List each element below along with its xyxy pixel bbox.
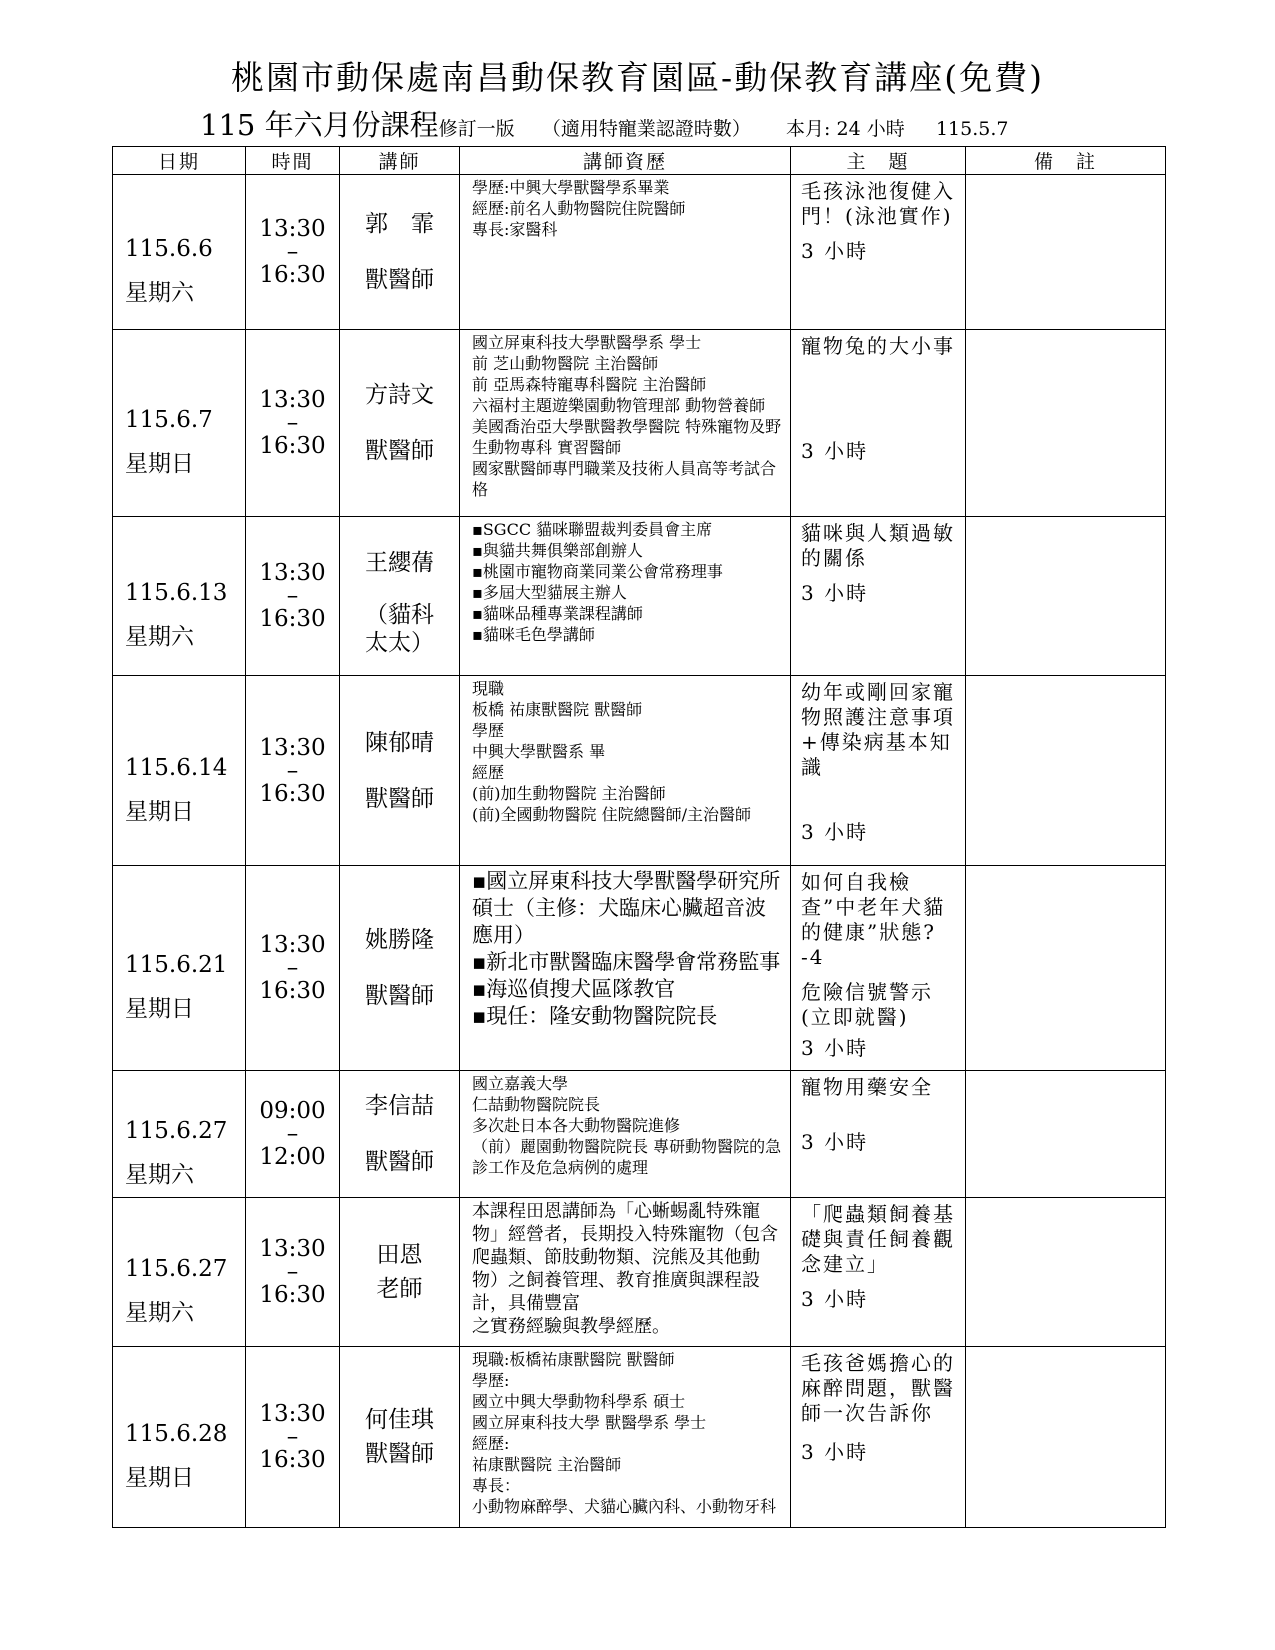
- topic-cell: [791, 866, 966, 1071]
- bio-line: 國家獸醫師專門職業及技術人員高等考試合格: [472, 459, 777, 499]
- time-start: 09:00: [259, 1098, 326, 1124]
- subtitle-line: [200, 107, 1008, 147]
- teacher-title: 獸醫師: [365, 438, 434, 464]
- teacher-name: 郭 霏: [365, 211, 434, 237]
- time-cell: [246, 330, 340, 517]
- course-hours: 3 小時: [801, 1440, 869, 1464]
- table-row: [113, 517, 1166, 676]
- time-cell: [246, 175, 340, 330]
- bio-line: 仁喆動物醫院院長: [472, 1095, 601, 1114]
- teacher-name: 王纓蒨: [365, 550, 434, 576]
- table-row: [113, 175, 1166, 330]
- course-hours: 3 小時: [801, 581, 869, 605]
- time-start: 13:30: [259, 932, 326, 958]
- notes-cell: [966, 1071, 1166, 1198]
- schedule-table: [112, 146, 1166, 1528]
- bio-line: （前）麗園動物醫院院長 專研動物醫院的急診工作及危急病例的處理: [472, 1137, 782, 1177]
- time-cell: [246, 517, 340, 676]
- date-text: 115.6.6: [125, 236, 213, 262]
- notes-cell: [966, 676, 1166, 866]
- topic-cell: [791, 175, 966, 330]
- notes-cell: [966, 517, 1166, 676]
- subtitle-month-hours: 本月: 24 小時: [786, 118, 905, 140]
- bio-line: 小動物麻醉學、犬貓心臟內科、小動物牙科: [472, 1497, 777, 1516]
- col-header-topic: 主 題: [791, 147, 966, 175]
- date-cell: [113, 676, 246, 866]
- topic-text: 貓咪與人類過敏的關係: [801, 521, 955, 570]
- bio-line: 專長：: [472, 1476, 521, 1495]
- teacher-name: 何佳琪: [365, 1407, 434, 1433]
- course-hours: 3 小時: [801, 239, 869, 263]
- col-header-bio: 講師資歷: [460, 147, 791, 175]
- table-row: [113, 1071, 1166, 1198]
- bio-line: 前 亞馬森特寵專科醫院 主治醫師: [472, 375, 707, 394]
- date-cell: [113, 1071, 246, 1198]
- time-start: 13:30: [259, 1401, 326, 1427]
- time-dash: –: [286, 757, 299, 784]
- bio-cell: [460, 330, 791, 517]
- time-dash: –: [286, 410, 299, 436]
- bio-line: 國立屏東科技大學獸醫學系 學士: [472, 333, 702, 352]
- topic-cell: [791, 517, 966, 676]
- time-cell: [246, 1071, 340, 1198]
- topic-cell: [791, 1198, 966, 1347]
- date-text: 115.6.14: [125, 754, 228, 781]
- teacher-name: 方詩文: [365, 382, 434, 408]
- bio-line: ▪貓咪毛色學講師: [472, 625, 595, 644]
- time-dash: –: [286, 1121, 299, 1147]
- teacher-name: 陳郁晴: [365, 729, 434, 756]
- col-header-notes: 備 註: [966, 147, 1166, 175]
- bio-line: 本課程田恩講師為「心蜥蜴亂特殊寵物」經營者，長期投入特殊寵物（包含爬蟲類、節肢動物類、浣熊及其他動物）之飼養管理、教育推廣與課程設計，具備豐富: [472, 1201, 778, 1314]
- course-hours: 3 小時: [801, 1287, 869, 1311]
- time-end: 16:30: [259, 978, 326, 1004]
- teacher-cell: [340, 517, 460, 676]
- bio-line: 之實務經驗與教學經歷。: [472, 1316, 670, 1337]
- course-hours: 3 小時: [801, 1130, 869, 1154]
- notes-cell: [966, 866, 1166, 1071]
- topic-text: 寵物用藥安全: [801, 1075, 933, 1099]
- topic-cell: [791, 676, 966, 866]
- date-cell: [113, 1347, 246, 1528]
- topic-text: 毛孩泳池復健入門！(泳池實作): [801, 179, 955, 228]
- teacher-cell: [340, 330, 460, 517]
- bio-line: ▪海巡偵搜犬區隊教官: [472, 977, 676, 1001]
- time-cell: [246, 866, 340, 1071]
- bio-line: 現職:板橋祐康獸醫院 獸醫師: [472, 1350, 675, 1369]
- time-start: 13:30: [259, 560, 326, 586]
- time-dash: –: [286, 1424, 299, 1450]
- bio-line: 國立中興大學動物科學系 碩士: [472, 1392, 686, 1411]
- teacher-cell: [340, 1071, 460, 1198]
- topic-cell: [791, 1347, 966, 1528]
- bio-line: 六福村主題遊樂園動物管理部 動物營養師: [472, 396, 766, 415]
- teacher-cell: [340, 866, 460, 1071]
- time-end: 16:30: [259, 1282, 326, 1308]
- date-cell: [113, 1198, 246, 1347]
- teacher-title: 獸醫師: [365, 267, 434, 293]
- bio-line: (前)全國動物醫院 住院總醫師/主治醫師: [472, 805, 751, 824]
- date-cell: [113, 330, 246, 517]
- date-cell: [113, 866, 246, 1071]
- time-end: 12:00: [259, 1144, 326, 1170]
- teacher-title: 獸醫師: [365, 785, 434, 812]
- date-text: 115.6.13: [125, 580, 228, 606]
- date-cell: [113, 517, 246, 676]
- bio-cell: [460, 1347, 791, 1528]
- topic-text: 寵物兔的大小事: [801, 334, 955, 358]
- teacher-title: 老師: [376, 1276, 423, 1302]
- bio-line: 學歷:: [472, 1371, 510, 1390]
- topic-text: 幼年或剛回家寵物照護注意事項+傳染病基本知識: [801, 680, 955, 779]
- teacher-cell: [340, 175, 460, 330]
- time-end: 16:30: [259, 262, 326, 288]
- teacher-title: 獸醫師: [365, 983, 434, 1009]
- table-row: [113, 676, 1166, 866]
- bio-line: 經歷:: [472, 1434, 510, 1453]
- teacher-name: 田恩: [376, 1242, 423, 1268]
- weekday-text: 星期日: [125, 451, 194, 477]
- teacher-cell: [340, 1198, 460, 1347]
- topic-cell: [791, 330, 966, 517]
- subtitle-main: 115 年六月份課程: [200, 108, 439, 142]
- time-dash: –: [286, 955, 299, 981]
- time-end: 16:30: [259, 606, 326, 632]
- time-end: 16:30: [259, 1447, 326, 1473]
- bio-cell: [460, 175, 791, 330]
- table-row: [113, 866, 1166, 1071]
- weekday-text: 星期日: [125, 996, 194, 1022]
- bio-line: 學歷:中興大學獸醫學系畢業: [472, 178, 670, 197]
- bio-cell: [460, 1071, 791, 1198]
- notes-cell: [966, 330, 1166, 517]
- bio-line: ▪貓咪品種專業課程講師: [472, 604, 643, 623]
- bio-line: 美國喬治亞大學獸醫教學醫院 特殊寵物及野生動物專科 實習醫師: [472, 417, 782, 457]
- course-hours: 3 小時: [801, 439, 869, 463]
- time-dash: –: [286, 239, 299, 265]
- date-text: 115.6.7: [125, 407, 213, 433]
- date-text: 115.6.27: [125, 1118, 228, 1144]
- date-text: 115.6.21: [125, 952, 228, 978]
- topic-text: 毛孩爸媽擔心的麻醉問題，獸醫師一次告訴你: [801, 1351, 955, 1425]
- teacher-cell: [340, 1347, 460, 1528]
- time-start: 13:30: [259, 1236, 326, 1262]
- date-cell: [113, 175, 246, 330]
- bio-cell: [460, 676, 791, 866]
- time-cell: [246, 1347, 340, 1528]
- bio-line: ▪國立屏東科技大學獸醫學研究所碩士（主修：犬臨床心臟超音波應用）: [472, 869, 781, 947]
- bio-line: ▪現任：隆安動物醫院院長: [472, 1004, 718, 1028]
- teacher-name: 李信喆: [365, 1093, 434, 1119]
- date-text: 115.6.28: [125, 1421, 228, 1447]
- bio-line: 多次赴日本各大動物醫院進修: [472, 1116, 681, 1135]
- time-dash: –: [286, 583, 299, 609]
- table-header-row: [113, 147, 1166, 175]
- topic-text: 如何自我檢查”中老年犬貓的健康”狀態? -4: [801, 870, 946, 969]
- topic-text: 「爬蟲類飼養基礎與責任飼養觀念建立」: [801, 1202, 955, 1276]
- time-cell: [246, 1198, 340, 1347]
- table-row: [113, 330, 1166, 517]
- weekday-text: 星期六: [125, 1300, 194, 1326]
- notes-cell: [966, 1347, 1166, 1528]
- bio-line: ▪與貓共舞俱樂部創辦人: [472, 541, 643, 560]
- bio-line: 現職: [472, 679, 505, 698]
- bio-line: 經歷:前名人動物醫院住院醫師: [472, 199, 686, 218]
- table-row: [113, 1347, 1166, 1528]
- course-hours: 3 小時: [801, 1036, 869, 1060]
- col-header-date: 日期: [113, 147, 246, 175]
- bio-line: ▪SGCC 貓咪聯盟裁判委員會主席: [472, 520, 713, 539]
- teacher-cell: [340, 676, 460, 866]
- bio-line: 前 芝山動物醫院 主治醫師: [472, 354, 659, 373]
- subtitle-note: （適用特寵業認證時數）: [541, 118, 751, 140]
- col-header-time: 時間: [246, 147, 340, 175]
- teacher-title: （貓科太太）: [365, 602, 434, 656]
- col-header-teacher: 講師: [340, 147, 460, 175]
- bio-cell: [460, 1198, 791, 1347]
- course-hours: 3 小時: [801, 820, 869, 844]
- bio-line: ▪新北市獸醫臨床醫學會常務監事: [472, 950, 781, 974]
- time-dash: –: [286, 1259, 299, 1285]
- weekday-text: 星期六: [125, 1162, 194, 1188]
- notes-cell: [966, 1198, 1166, 1347]
- bio-line: ▪多屆大型貓展主辦人: [472, 583, 627, 602]
- topic-note: 危險信號警示(立即就醫): [801, 980, 933, 1029]
- time-cell: [246, 676, 340, 866]
- time-start: 13:30: [259, 734, 326, 761]
- weekday-text: 星期日: [125, 798, 194, 825]
- subtitle-revision: 修訂一版: [438, 118, 515, 140]
- time-start: 13:30: [259, 216, 326, 242]
- teacher-title: 獸醫師: [365, 1441, 434, 1467]
- bio-line: 學歷: [472, 721, 505, 740]
- notes-cell: [966, 175, 1166, 330]
- bio-cell: [460, 866, 791, 1071]
- date-text: 115.6.27: [125, 1256, 228, 1282]
- bio-line: (前)加生動物醫院 主治醫師: [472, 784, 666, 803]
- bio-line: 祐康獸醫院 主治醫師: [472, 1455, 622, 1474]
- bio-line: 專長:家醫科: [472, 220, 558, 239]
- bio-line: 國立屏東科技大學 獸醫學系 學士: [472, 1413, 707, 1432]
- bio-line: 中興大學獸醫系 畢: [472, 742, 606, 761]
- teacher-name: 姚勝隆: [365, 927, 434, 953]
- time-end: 16:30: [259, 780, 326, 807]
- bio-cell: [460, 517, 791, 676]
- time-end: 16:30: [259, 433, 326, 459]
- weekday-text: 星期六: [125, 624, 194, 650]
- document-title: 桃園市動保處南昌動保教育園區-動保教育講座(免費): [231, 58, 1044, 97]
- bio-line: 國立嘉義大學: [472, 1074, 569, 1093]
- topic-cell: [791, 1071, 966, 1198]
- teacher-title: 獸醫師: [365, 1149, 434, 1175]
- table-row: [113, 1198, 1166, 1347]
- bio-line: 經歷: [472, 763, 505, 782]
- subtitle-revision-date: 115.5.7: [935, 118, 1009, 140]
- bio-line: ▪桃園市寵物商業同業公會常務理事: [472, 562, 723, 581]
- weekday-text: 星期六: [125, 280, 194, 306]
- time-start: 13:30: [259, 387, 326, 413]
- weekday-text: 星期日: [125, 1465, 194, 1491]
- bio-line: 板橋 祐康獸醫院 獸醫師: [472, 700, 643, 719]
